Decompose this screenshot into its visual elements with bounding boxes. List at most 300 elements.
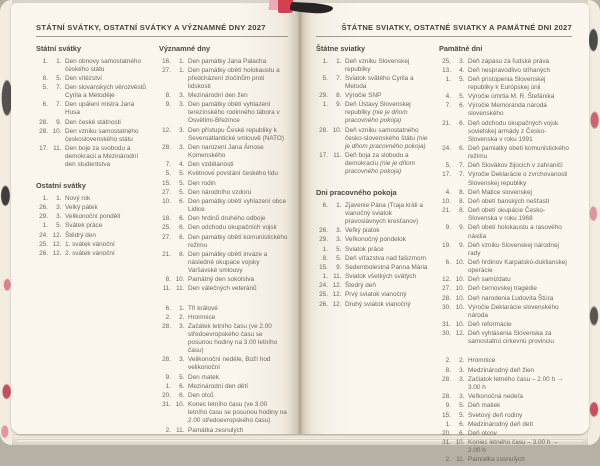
day-number: 8. (42, 74, 48, 82)
day-number: 9. (445, 402, 451, 410)
holiday-label: Začiatok letného času – 2.00 h → 3.00 h (468, 375, 564, 391)
month-number: 1. (179, 304, 185, 312)
month-number: 12. (455, 330, 465, 338)
holiday-row (36, 84, 148, 100)
list-statne-sviatky (316, 58, 428, 177)
holiday-row (36, 232, 148, 240)
day-number: 19. (442, 241, 451, 249)
holiday-label: Svátek práce (65, 222, 103, 230)
holiday-label: Deň narodenia Ľudovíta Štúra (468, 294, 554, 302)
holiday-row (439, 393, 572, 401)
holiday-label: Sedembolestná Panna Mária (345, 263, 428, 271)
holiday-label: Deň obetí okupácie Česko-Slovenska v roku 1968 (468, 207, 546, 223)
holiday-row (316, 227, 428, 235)
holiday-row (316, 255, 428, 263)
header-rule (316, 36, 572, 37)
holiday-row (159, 276, 288, 284)
holiday-row (439, 412, 572, 420)
day-number: 28. (39, 118, 48, 126)
month-number: 9. (336, 101, 342, 109)
day-number: 2. (165, 426, 171, 434)
month-number: 9. (459, 224, 465, 232)
holiday-row (159, 234, 288, 250)
day-number: 16. (162, 57, 171, 65)
holiday-row (36, 250, 148, 258)
month-number: 8. (459, 188, 465, 196)
holiday-label: Den památky Jana Palacha (188, 57, 267, 65)
month-number: 6. (459, 420, 465, 428)
holiday-note: (nie je dňom pracovného pokoja) (345, 134, 428, 150)
day-number: 29. (319, 236, 328, 244)
holiday-row (159, 161, 288, 169)
section-statni-svatky (36, 44, 148, 169)
holiday-row (439, 367, 572, 375)
month-number: 7. (56, 83, 62, 91)
day-number: 17. (39, 145, 48, 152)
month-number: 3. (179, 126, 185, 134)
month-number: 6. (179, 233, 185, 241)
holiday-row (159, 180, 288, 188)
month-number: 7. (459, 171, 465, 179)
holiday-row (439, 102, 572, 118)
holiday-row (36, 58, 148, 74)
day-number: 1. (322, 273, 328, 281)
day-number: 5. (322, 74, 328, 82)
day-number: 17. (442, 171, 451, 179)
day-number: 1. (42, 222, 48, 230)
day-number: 21. (162, 250, 171, 258)
day-number: 24. (39, 231, 48, 239)
holiday-label: Sviatok práce (345, 245, 384, 253)
holiday-label: Den vzniku samostatného československého státu (65, 127, 139, 143)
month-number: 1. (336, 57, 342, 65)
day-number: 15. (442, 411, 451, 419)
holiday-label: Výročie SNP (345, 92, 382, 100)
month-number: 5. (56, 222, 62, 230)
holiday-row (439, 58, 572, 66)
holiday-label: Nový rok (65, 194, 91, 202)
holiday-row (439, 171, 572, 187)
month-number: 10. (175, 401, 185, 409)
day-number: 1. (322, 245, 328, 253)
holiday-row (159, 383, 288, 391)
month-number: 8. (336, 92, 342, 100)
month-number: 10. (455, 294, 465, 302)
day-number: 5. (165, 170, 171, 178)
holiday-label: Pamiatka zosnulých (468, 456, 525, 464)
day-number: 29. (39, 213, 48, 221)
header-rule (36, 36, 288, 37)
holiday-row (159, 224, 288, 232)
holiday-row (439, 207, 572, 223)
holiday-label: Druhý sviatok vianočný (345, 300, 411, 308)
holiday-row (439, 304, 572, 320)
day-number: 8. (165, 276, 171, 284)
open-pages (11, 3, 589, 464)
day-number: 25. (162, 224, 171, 232)
holiday-label: Deň zápasu za ľudské práva (468, 57, 550, 65)
month-number: 11. (333, 273, 342, 281)
holiday-label: Den odchodu okupačních vojsk (188, 224, 277, 232)
month-number: 11. (53, 145, 62, 152)
holiday-row (439, 285, 572, 293)
day-number: 28. (319, 126, 328, 134)
section-heading: Ostatní svátky (36, 181, 86, 191)
month-number: 3. (459, 57, 465, 65)
holiday-label: Den památky obětí vyhlazení obce Lidice (188, 197, 287, 214)
holiday-label: Deň Slovákov žijúcich v zahraničí (468, 162, 563, 170)
holiday-label: Štedrý deň (345, 282, 376, 290)
day-number: 15. (319, 263, 328, 271)
holiday-label: Konec letního času (ve 3.00 letního času se posunou hodiny na 2.00 středoevropského času) (188, 401, 287, 425)
day-number: 2. (445, 456, 451, 464)
holiday-row (159, 101, 288, 125)
holiday-label: Výročie Deklarácie slovenského národa (468, 303, 559, 319)
day-number: 24. (319, 282, 328, 290)
month-number: 3. (56, 213, 62, 221)
left-page (11, 3, 300, 434)
month-number: 5. (179, 373, 185, 381)
holiday-row (159, 401, 288, 425)
list-other-notable-days-cz (159, 305, 288, 435)
month-number: 5. (459, 75, 465, 83)
holiday-row (439, 402, 572, 410)
day-number: 6. (322, 201, 328, 209)
month-number: 6. (459, 145, 465, 152)
floral-cover-right-edge (588, 0, 600, 445)
holiday-label: Den válečných veteránů (188, 285, 257, 293)
holiday-label: Hromnice (468, 357, 496, 365)
month-number: 9. (336, 263, 342, 271)
section-heading: Významné dny (159, 44, 211, 53)
day-number: 26. (319, 227, 328, 235)
day-number: 26. (319, 300, 328, 308)
holiday-label: Den památky obětí komunistického režimu (188, 233, 288, 249)
holiday-row (439, 456, 572, 464)
holiday-label: Svetový deň rodiny (468, 411, 523, 419)
holiday-row (36, 241, 148, 249)
day-number: 2. (165, 313, 171, 321)
holiday-row (439, 276, 572, 284)
holiday-label: Deň Matice slovenskej (468, 188, 532, 196)
holiday-label: Výročie úmrtia M. R. Štefánika (468, 93, 555, 101)
day-number: 26. (39, 203, 48, 211)
holiday-label: Začátek letního času (ve 2.00 středoevropského času se posunou hodiny na 3.00 letního času) (188, 322, 278, 355)
holiday-row (159, 323, 288, 355)
holiday-row (36, 195, 148, 203)
month-number: 3. (179, 92, 185, 100)
holiday-label: Den památky obětí holokaustu a předcházení zločinům proti lidskosti (188, 66, 280, 90)
day-number: 28. (162, 356, 171, 364)
month-number: 10. (455, 285, 465, 293)
month-number: 10. (455, 276, 465, 284)
list-vyznamne-dny (159, 58, 288, 294)
holiday-label: Tři králové (188, 304, 218, 312)
list-statni-svatky (36, 58, 148, 170)
holiday-label: Den památky obětí invaze a následné okupace vojsky Varšavské smlouvy (188, 250, 268, 275)
section-heading: Státní svátky (36, 44, 82, 53)
holiday-label: Den národního vzdoru (188, 188, 252, 196)
day-number: 6. (445, 258, 451, 266)
month-number: 3. (179, 356, 185, 364)
holiday-row (159, 67, 288, 91)
holiday-label: Deň nespravodlivo stíhaných (468, 66, 551, 74)
holiday-row (36, 222, 148, 230)
day-number: 6. (165, 304, 171, 312)
month-number: 3. (459, 393, 465, 401)
month-number: 7. (459, 162, 465, 170)
holiday-row (159, 170, 288, 178)
month-number: 11. (176, 285, 185, 293)
month-number: 2. (179, 313, 185, 321)
holiday-label: Medzinárodný deň detí (468, 420, 534, 428)
day-number: 28. (442, 294, 451, 302)
month-number: 8. (459, 197, 465, 205)
month-number: 11. (176, 426, 185, 434)
day-number: 1. (445, 420, 451, 428)
day-number: 2. (445, 357, 451, 365)
month-number: 3. (336, 227, 342, 235)
day-number: 10. (442, 197, 451, 205)
holiday-row (316, 152, 428, 176)
month-number: 12. (332, 291, 342, 299)
right-page (300, 3, 589, 464)
day-number: 4. (445, 93, 451, 101)
holiday-label: Památný den sokolstva (188, 276, 255, 284)
month-number: 4. (459, 66, 465, 74)
holiday-label: Den vítězství (65, 74, 102, 82)
day-number: 27. (162, 66, 171, 74)
month-number: 12. (332, 300, 342, 308)
day-number: 31. (442, 439, 451, 447)
holiday-row (159, 251, 288, 275)
holiday-label: Deň pristúpenia Slovenskej republiky k Európskej únii (468, 75, 546, 91)
section-pamatne-dni (439, 44, 572, 346)
holiday-row (36, 128, 148, 144)
holiday-label: Veľký piatok (345, 227, 380, 235)
month-number: 3. (56, 203, 62, 211)
holiday-label: Veľkonočný pondelok (345, 236, 406, 244)
holiday-label: Den otců (188, 392, 214, 400)
holiday-label: Den přístupu České republiky k Severoatlantické smlouvě (NATO) (188, 126, 285, 142)
holiday-label: Sviatok všetkých svätých (345, 273, 417, 281)
month-number: 1. (336, 201, 342, 209)
holiday-row (439, 430, 572, 438)
month-number: 9. (459, 241, 465, 249)
holiday-row (36, 75, 148, 83)
holiday-row (439, 224, 572, 240)
day-number: 8. (445, 366, 451, 374)
day-number: 7. (165, 161, 171, 169)
holiday-label: Koniec letného času – 3.00 h → 2.00 h (468, 439, 559, 455)
holiday-label: Deň vzniku Slovenskej národnej rady (468, 241, 559, 257)
holiday-label: Den obnovy samostatného českého státu (65, 57, 142, 73)
list-other-notable-days-sk (439, 357, 572, 464)
holiday-label: Velikonoční pondělí (65, 213, 121, 221)
month-number: 10. (455, 258, 465, 266)
day-number: 31. (162, 401, 171, 409)
holiday-row (439, 67, 572, 75)
day-number: 1. (445, 75, 451, 83)
holiday-label: Deň otcov (468, 429, 497, 437)
holiday-row (316, 127, 428, 151)
holiday-row (439, 76, 572, 92)
month-number: 10. (332, 126, 342, 134)
holiday-row (159, 285, 288, 293)
holiday-label: Medzinárodný deň žien (468, 366, 535, 374)
holiday-row (316, 236, 428, 244)
day-number: 9. (165, 101, 171, 109)
holiday-label: Hromnice (188, 313, 216, 321)
holiday-label: Deň černovskej tragédie (468, 285, 537, 293)
holiday-label: Den slovanských věrozvěstů Cyrila a Metoděje (65, 83, 146, 100)
month-number: 5. (56, 74, 62, 82)
day-number: 15. (162, 179, 171, 187)
day-number: 30. (442, 303, 451, 311)
holiday-label: Deň Ústavy Slovenskej republiky (nie je dňom pracovného pokoja) (345, 101, 411, 125)
month-number: 6. (179, 197, 185, 205)
holiday-row (439, 120, 572, 144)
holiday-row (159, 144, 288, 160)
month-number: 10. (455, 321, 465, 329)
month-number: 1. (56, 194, 62, 202)
left-page-title: STÁTNÍ SVÁTKY, OSTATNÍ SVÁTKY A VÝZNAMNÉ DNY 2027 (36, 23, 266, 32)
holiday-label: Mezinárodní den dětí (188, 382, 249, 390)
month-number: 12. (332, 282, 342, 290)
day-number: 27. (442, 285, 451, 293)
holiday-note: (nie je dňom pracovného pokoja) (345, 160, 415, 176)
section-dni-pracovneho-pokoja (316, 188, 428, 308)
day-number: 24. (442, 145, 451, 152)
month-number: 12. (52, 249, 62, 257)
holiday-row (316, 301, 428, 309)
holiday-row (36, 213, 148, 221)
holiday-label: Výročie Deklarácie o zvrchovanosti Slovenskej republiky (468, 171, 568, 187)
section-heading: Štátne sviatky (316, 44, 366, 53)
day-number: 20. (442, 429, 451, 437)
holiday-row (439, 357, 572, 365)
holiday-label: Den památky obětí vyhlazení terezínského rodinného tábora v Osvětimi-Březince (188, 101, 280, 125)
month-number: 5. (459, 93, 465, 101)
day-number: 12. (162, 126, 171, 134)
month-number: 6. (459, 102, 465, 110)
day-number: 7. (445, 102, 451, 110)
holiday-row (316, 282, 428, 290)
month-number: 10. (175, 276, 185, 284)
day-number: 1. (42, 57, 48, 65)
holiday-label: Den hrdinů druhého odboje (188, 215, 266, 223)
month-number: 9. (56, 118, 62, 126)
day-number: 9. (165, 373, 171, 381)
holiday-row (316, 202, 428, 226)
holiday-label: Památka zesnulých (188, 426, 244, 434)
holiday-row (316, 264, 428, 272)
holiday-row (439, 421, 572, 429)
holiday-label: Deň odchodu okupačných vojsk sovietskej armády z Česko-Slovenska v roku 1991 (468, 119, 559, 143)
holiday-row (159, 198, 288, 214)
holiday-row (439, 145, 572, 161)
holiday-row (316, 246, 428, 254)
holiday-row (159, 305, 288, 313)
month-number: 2. (459, 357, 465, 365)
holiday-label: Deň obetí banských nešťastí (468, 197, 550, 205)
month-number: 7. (56, 101, 62, 109)
day-number: 17. (319, 152, 328, 159)
holiday-label: 1. svátek vánoční (65, 240, 115, 248)
day-number: 11. (162, 285, 171, 293)
holiday-row (439, 259, 572, 275)
holiday-row (316, 58, 428, 74)
holiday-label: Deň vzniku Slovenskej republiky (345, 57, 410, 73)
holiday-label: Sviatok svätého Cyrila a Metoda (345, 74, 414, 90)
day-number: 28. (162, 322, 171, 330)
month-number: 12. (52, 240, 62, 248)
month-number: 3. (179, 143, 185, 151)
day-number: 20. (162, 392, 171, 400)
section-heading: Pamätné dni (439, 44, 483, 53)
holiday-label: Prvý sviatok vianočný (345, 291, 407, 299)
holiday-label: Deň vyhlásenia Slovenska za samostatnú cirkevnú provinciu (468, 330, 554, 346)
holiday-row (316, 291, 428, 299)
holiday-row (159, 392, 288, 400)
month-number: 5. (179, 170, 185, 178)
holiday-row (439, 295, 572, 303)
holiday-label: Květnové povstání českého lidu (188, 170, 278, 178)
month-number: 7. (336, 74, 342, 82)
day-number: 27. (162, 233, 171, 241)
month-number: 5. (179, 179, 185, 187)
day-number: 29. (319, 92, 328, 100)
month-number: 6. (179, 224, 185, 232)
holiday-row (159, 189, 288, 197)
month-number: 6. (459, 429, 465, 437)
list-pamatne-dni (439, 58, 572, 347)
month-number: 6. (459, 119, 465, 127)
holiday-label: Den rodin (188, 179, 216, 187)
holiday-row (36, 204, 148, 212)
holiday-label: Veľkonočná nedeľa (468, 393, 523, 401)
day-number: 4. (445, 188, 451, 196)
month-number: 6. (179, 215, 185, 223)
day-number: 18. (162, 215, 171, 223)
holiday-label: Mezinárodní den žen (188, 92, 248, 100)
month-number: 3. (336, 236, 342, 244)
holiday-label: Deň boja za slobodu a demokraciu (nie je dňom pracovného pokoja) (345, 152, 415, 176)
holiday-label: Zjavenie Pána (Traja králi a vianočný sviatok pravoslávnych kresťanov) (345, 201, 423, 225)
holiday-row (159, 374, 288, 382)
day-number: 21. (442, 207, 451, 215)
holiday-row (159, 427, 288, 435)
list-ostatni-svatky (36, 195, 148, 258)
holiday-row (36, 145, 148, 169)
day-number: 28. (442, 375, 451, 383)
section-vyznamne-dny (159, 44, 288, 294)
month-number: 5. (459, 411, 465, 419)
holiday-row (439, 330, 572, 346)
holiday-label: Den boje za svobodu a demokracii a Mezinárodní den studentstva (65, 145, 139, 169)
month-number: 4. (179, 161, 185, 169)
month-number: 8. (179, 250, 185, 258)
day-number: 6. (42, 101, 48, 109)
day-number: 25. (39, 240, 48, 248)
day-number: 10. (162, 197, 171, 205)
month-number: 5. (459, 402, 465, 410)
holiday-label: Deň samizdatu (468, 276, 511, 284)
holiday-row (439, 321, 572, 329)
day-number: 9. (445, 224, 451, 232)
day-number: 30. (442, 330, 451, 338)
holiday-label: Den české státnosti (65, 118, 121, 126)
